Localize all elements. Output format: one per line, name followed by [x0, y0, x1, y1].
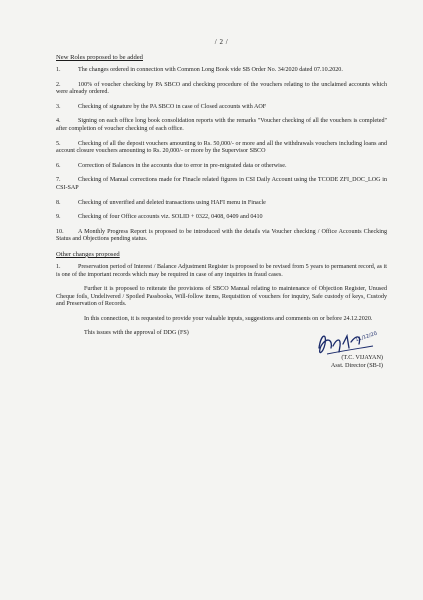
section-heading-other-changes: Other changes proposed — [56, 250, 120, 258]
approval-line: This issues with the approval of DDG (FS) — [84, 330, 189, 337]
new-role-item — [56, 229, 387, 244]
new-role-item-text: Checking of four Office accounts viz. SOLID + 0322, 0408, 0409 and 0410 — [78, 214, 263, 221]
new-role-item — [56, 200, 387, 208]
other-changes-list — [56, 264, 387, 279]
request-paragraph: In this connection, it is requested to provide your valuable inputs, suggestions and comments on or before 24.12.2020. — [84, 315, 373, 322]
further-paragraph: Further it is proposed to reiterate the provisions of SBCO Manual relating to maintenance of Objection Register, Unused Cheque foils, Undelivered / Spoiled Passbooks, Will-follow items, Requisition of vouchers for inquiry, Safe custody of keys, Custody and Preservation of Records. — [56, 286, 387, 308]
new-role-item-number: 5. — [56, 140, 61, 147]
new-role-item — [56, 118, 387, 133]
new-role-item — [56, 163, 387, 171]
new-role-item-text: A Monthly Progress Report is proposed to be introduced with the details via Voucher checking / Office Accounts Checking Status and Objections pending status. — [56, 228, 387, 243]
new-role-item — [56, 82, 387, 97]
new-role-item-number: 2. — [56, 81, 61, 88]
new-role-item-text: Checking of Manual corrections made for Finacle related figures in CSI Daily Account using the TCODE ZFI_DOC_LOG in CSI-SAP — [56, 177, 387, 191]
signatory-name: (T.C. VIJAYAN) — [341, 354, 383, 362]
section-heading-new-roles: New Roles proposed to be added — [56, 54, 143, 61]
signatory-designation: Asst. Director (SB-I) — [330, 362, 383, 370]
new-role-item-number: 8. — [56, 199, 61, 206]
new-role-item-text: Checking of signature by the PA SBCO in case of Closed accounts with AOF — [78, 103, 267, 110]
new-role-item — [56, 141, 387, 156]
new-role-item — [56, 67, 387, 75]
new-role-item-number: 9. — [56, 214, 61, 221]
new-role-item — [56, 177, 387, 192]
new-role-item-text: Checking of unverified and deleted transactions using HAFI menu in Finacle — [78, 199, 266, 206]
new-role-item-number: 4. — [56, 118, 61, 125]
new-role-item-number: 3. — [56, 103, 61, 110]
new-role-item — [56, 214, 387, 222]
other-change-item-text: Preservation period of Interest / Balance Adjustment Register is proposed to be revised from 5 years to permanent record, as it is one of the important records which may be required in case of any inquiries in fraud cases. — [56, 263, 387, 278]
signatory — [331, 354, 383, 369]
new-role-item-number: 10. — [56, 228, 64, 235]
new-role-item — [56, 104, 387, 112]
new-role-item-number: 1. — [56, 67, 61, 73]
signature-date: 11/12/20 — [354, 331, 378, 344]
other-change-item-number: 1. — [56, 263, 61, 270]
new-role-item-text: Correction of Balances in the accounts due to error in pre-migrated data or otherwise. — [78, 162, 287, 169]
new-role-item-number: 6. — [56, 162, 61, 169]
other-change-item — [56, 264, 387, 279]
page-number: / 2 / — [214, 38, 229, 46]
new-roles-list — [56, 67, 387, 244]
new-role-item-text: 100% of voucher checking by PA SBCO and checking procedure of the vouchers relating to the unclaimed accounts which were already ordered. — [56, 81, 387, 96]
new-role-item-text: Signing on each office long book consolidation reports with the remarks "Voucher checking of all the vouchers is completed" after completion of voucher checking of each office. — [56, 118, 387, 132]
new-role-item-text: The changes ordered in connection with Common Long Book vide SB Order No. 34/2020 dated 07.10.2020. — [78, 67, 343, 73]
new-role-item-text: Checking of all the deposit vouchers amounting to Rs. 50,000/- or more and all the withdrawals vouchers including loans and account closure vouchers amounting to Rs. 20,000/- or more by the Supervisor SBCO — [56, 140, 387, 155]
new-role-item-number: 7. — [56, 177, 61, 184]
